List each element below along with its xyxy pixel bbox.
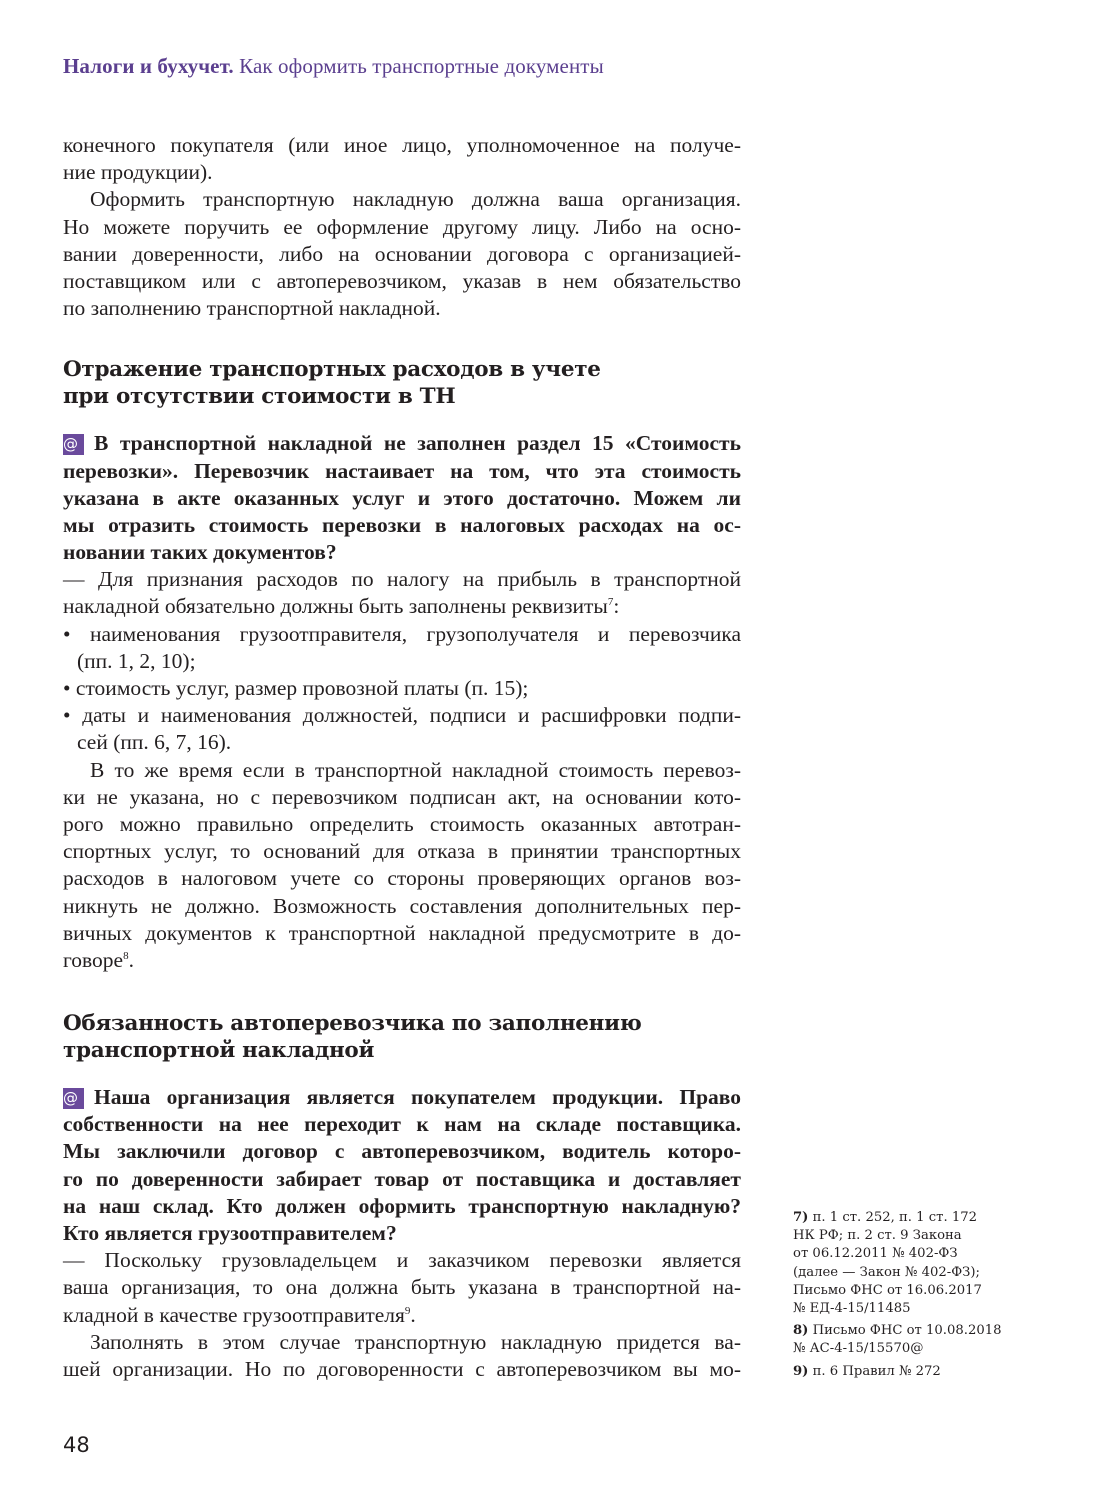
text-line: ки не указана, но с перевозчиком подписан акт, на основании кото-: [63, 784, 741, 809]
paragraph: [63, 757, 741, 975]
section-heading-2: [63, 1010, 741, 1064]
text-line: говоре: [63, 947, 124, 972]
text-line: • даты и наименования должностей, подписи и расшифровки подпи-: [63, 703, 741, 728]
footnote-text: п. 6 Правил № 272: [812, 1363, 941, 1379]
footnote-7: [793, 1209, 1023, 1318]
heading-line: Отражение транспортных расходов в учете: [63, 357, 601, 383]
footnote-text: № АС-4-15/15570@: [793, 1341, 924, 1357]
footnote-9: [793, 1363, 1023, 1381]
text-line: новании таких документов?: [63, 540, 337, 565]
bullet-list: [63, 621, 741, 757]
text-line: • наименования грузоотправителя, грузополучателя и перевозчика: [63, 621, 741, 646]
text-line: указана в акте оказанных услуг и этого достаточно. Можем ли: [63, 485, 741, 510]
answer-block-1: [63, 566, 741, 620]
footnote-text: п. 1 ст. 252, п. 1 ст. 172: [812, 1210, 977, 1225]
text-line: собственности на нее переходит к нам на складе поставщика.: [63, 1112, 741, 1137]
text-line: спортных услуг, то оснований для отказа в принятии транспортных: [63, 839, 741, 864]
bullet-item: [63, 675, 741, 702]
page-number: 48: [63, 1433, 90, 1457]
footnote-number: 9): [793, 1363, 809, 1379]
footnote-text: Письмо ФНС от 16.06.2017: [793, 1282, 982, 1298]
intro-paragraph-2: [63, 186, 741, 322]
text-line: по заполнению транспортной накладной.: [63, 296, 441, 321]
text-line: никнуть не должно. Возможность составления дополнительных пер-: [63, 893, 741, 918]
footnote-ref[interactable]: 9: [404, 1304, 411, 1317]
text-line: ваша организация, то она должна быть указана в транспортной на-: [63, 1275, 741, 1300]
intro-paragraph: [63, 132, 741, 186]
text-line: на наш склад. Кто должен оформить транспортную накладную?: [63, 1193, 741, 1218]
text-line: расходов в налоговом учете со стороны проверяющих органов воз-: [63, 866, 741, 891]
text-line: мы отразить стоимость перевозки в налоговых расходах на ос-: [63, 512, 741, 537]
text-line: Мы заключили договор с автоперевозчиком, водитель которо-: [63, 1139, 741, 1164]
answer-block-2: [63, 1247, 741, 1329]
question-text: Наша организация является покупателем продукции. Право: [94, 1085, 741, 1110]
footnote-ref[interactable]: 8: [123, 949, 129, 962]
main-column: [63, 132, 741, 1383]
footnote-text: НК РФ; п. 2 ст. 9 Закона: [793, 1228, 962, 1244]
text-line: перевозки». Перевозчик настаивает на том, что эта стоимость: [63, 458, 741, 483]
heading-line: при отсутствии стоимости в ТН: [63, 384, 456, 410]
punctuation: .: [410, 1302, 416, 1327]
text-line: Но можете поручить ее оформление другому лицу. Либо на осно-: [63, 214, 741, 239]
text-line: го по доверенности забирает товар от поставщика и доставляет: [63, 1166, 741, 1191]
footnote-text: Письмо ФНС от 10.08.2018: [812, 1323, 1002, 1339]
text-line: — Поскольку грузовладельцем и заказчиком перевозки является: [63, 1248, 741, 1273]
text-line: • стоимость услуг, размер провозной платы (п. 15);: [63, 676, 529, 700]
running-head-title: Как оформить транспортные документы: [239, 54, 604, 78]
running-head-section: Налоги и бухучет.: [63, 54, 234, 78]
footnote-ref[interactable]: 7: [607, 596, 614, 609]
question-block-2: [63, 1084, 741, 1247]
text-line: ние продукции).: [63, 160, 213, 185]
text-line: поставщиком или с автоперевозчиком, указав в нем обязательство: [63, 268, 741, 293]
text-line: Заполнять в этом случае транспортную накладную придется ва-: [90, 1329, 741, 1354]
paragraph: [63, 1329, 741, 1383]
footnote-text: № ЕД-4-15/11485: [793, 1301, 911, 1317]
heading-line: транспортной накладной: [63, 1038, 375, 1064]
question-text: В транспортной накладной не заполнен раздел 15 «Стоимость: [94, 431, 741, 456]
running-head: [63, 54, 604, 79]
text-line: (пп. 1, 2, 10);: [77, 648, 196, 673]
footnote-text: от 06.12.2011 № 402-ФЗ: [793, 1246, 958, 1262]
text-line: шей организации. Но по договоренности с автоперевозчиком вы мо-: [63, 1356, 741, 1381]
text-line: вании доверенности, либо на основании договора с организацией-: [63, 241, 741, 266]
bullet-item: [63, 621, 741, 675]
question-block-1: [63, 430, 741, 566]
at-icon: @: [63, 434, 84, 455]
text-line: кладной в качестве грузоотправителя: [63, 1302, 405, 1327]
footnote-text: (далее — Закон № 402-ФЗ);: [793, 1264, 980, 1280]
text-line: Оформить транспортную накладную должна ваша организация.: [90, 187, 741, 212]
punctuation: :: [613, 594, 620, 619]
at-icon: @: [63, 1088, 84, 1109]
footnote-number: 7): [793, 1210, 809, 1225]
bullet-item: [63, 702, 741, 756]
heading-line: Обязанность автоперевозчика по заполнению: [63, 1011, 642, 1037]
text-line: Кто является грузоотправителем?: [63, 1221, 397, 1245]
section-heading-1: [63, 356, 741, 410]
footnote-8: [793, 1322, 1023, 1358]
text-line: сей (пп. 6, 7, 16).: [77, 730, 232, 755]
footnote-number: 8): [793, 1323, 809, 1339]
footnotes-column: [793, 1209, 1023, 1385]
text-line: рого можно правильно определить стоимость оказанных автотран-: [63, 811, 741, 836]
text-line: — Для признания расходов по налогу на прибыль в транспортной: [63, 567, 741, 592]
text-line: вичных документов к транспортной накладной предусмотрите в до-: [63, 920, 741, 945]
text-line: конечного покупателя (или иное лицо, уполномоченное на получе-: [63, 133, 741, 157]
punctuation: .: [128, 947, 134, 972]
text-line: накладной обязательно должны быть заполнены реквизиты: [63, 594, 608, 619]
text-line: В то же время если в транспортной накладной стоимость перевоз-: [90, 757, 741, 782]
